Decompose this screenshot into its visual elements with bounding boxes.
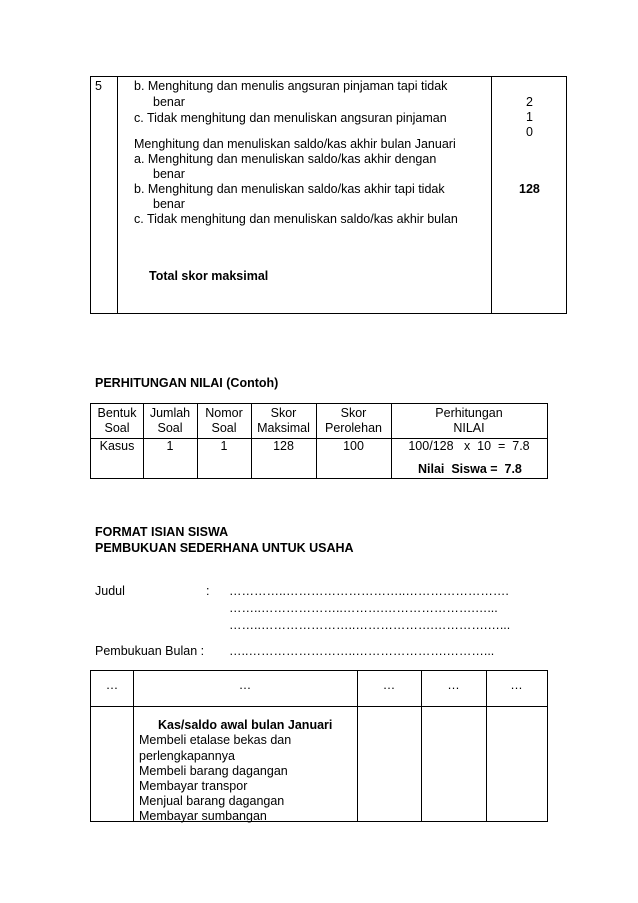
format-title: FORMAT ISIAN SISWA — [95, 525, 229, 539]
calculation-cell: 100/128 x 10 = 7.8 — [408, 439, 530, 453]
header-cell: Jumlah Soal — [149, 406, 191, 435]
criteria-line: benar — [153, 167, 185, 181]
judul-blank: ……..………………..……….………………….…... — [229, 601, 498, 615]
saldo-title: Kas/saldo awal bulan Januari — [158, 718, 333, 732]
format-subtitle: PEMBUKUAN SEDERHANA UNTUK USAHA — [95, 541, 354, 555]
header-cell: Bentuk Soal — [97, 406, 137, 435]
criteria-heading: Menghitung dan menuliskan saldo/kas akhir bulan Januari — [134, 137, 456, 151]
header-cell: … — [447, 678, 460, 692]
column-divider — [486, 671, 487, 821]
header-cell: … — [105, 678, 119, 692]
score-value: 1 — [526, 110, 533, 124]
column-divider — [357, 671, 358, 821]
pembukuan-bulan-blank: …..……………………..………………….………... — [229, 644, 495, 658]
row-divider — [91, 706, 547, 707]
criteria-line: a. Menghitung dan menuliskan saldo/kas akhir dengan — [134, 152, 437, 166]
final-grade: Nilai Siswa = 7.8 — [418, 462, 522, 476]
judul-blank: ……..…………………..……………….………….…... — [229, 618, 511, 632]
criteria-line: c. Tidak menghitung dan menuliskan angsuran pinjaman — [134, 111, 447, 125]
header-cell: Skor Maksimal — [257, 406, 310, 435]
row-number: 5 — [95, 79, 102, 93]
total-label: Total skor maksimal — [149, 269, 269, 283]
score-value: 0 — [526, 125, 533, 139]
section-title: PERHITUNGAN NILAI (Contoh) — [95, 376, 279, 390]
transaction-item: Membeli barang dagangan — [139, 764, 288, 778]
transaction-item: Membayar sumbangan — [139, 809, 267, 823]
transaction-item: Membeli etalase bekas dan — [139, 733, 292, 747]
criteria-line: b. Menghitung dan menuliskan saldo/kas akhir tapi tidak — [134, 182, 445, 196]
transaction-item: Menjual barang dagangan — [139, 794, 285, 808]
column-divider — [133, 671, 134, 821]
transaction-item: perlengkapannya — [139, 749, 235, 763]
header-cell: … — [382, 678, 396, 692]
judul-colon: : — [206, 584, 210, 598]
transaction-item: Membayar transpor — [139, 779, 248, 793]
data-cell: 1 — [220, 439, 228, 453]
header-cell: Skor Perolehan — [325, 406, 382, 435]
criteria-line: c. Tidak menghitung dan menuliskan saldo/kas akhir bulan — [134, 212, 458, 226]
header-cell: Nomor Soal — [205, 406, 243, 435]
data-cell: 1 — [166, 439, 174, 453]
total-score: 128 — [519, 182, 540, 196]
header-cell: … — [510, 678, 523, 692]
pembukuan-bulan-label: Pembukuan Bulan : — [95, 644, 205, 658]
header-cell: Perhitungan NILAI — [435, 406, 503, 435]
column-divider — [117, 77, 118, 313]
data-cell: Kasus — [99, 439, 135, 453]
grade-calculation-table — [90, 403, 548, 479]
criteria-line: b. Menghitung dan menulis angsuran pinjaman tapi tidak — [134, 79, 448, 93]
column-divider — [491, 77, 492, 313]
judul-label: Judul — [95, 584, 125, 598]
data-cell: 100 — [343, 439, 364, 453]
score-value: 2 — [526, 95, 533, 109]
criteria-line: benar — [153, 197, 185, 211]
header-cell: … — [238, 678, 252, 692]
judul-blank: …………..………………………..……………………. — [229, 584, 509, 598]
criteria-line: benar — [153, 95, 185, 109]
data-cell: 128 — [273, 439, 294, 453]
column-divider — [421, 671, 422, 821]
